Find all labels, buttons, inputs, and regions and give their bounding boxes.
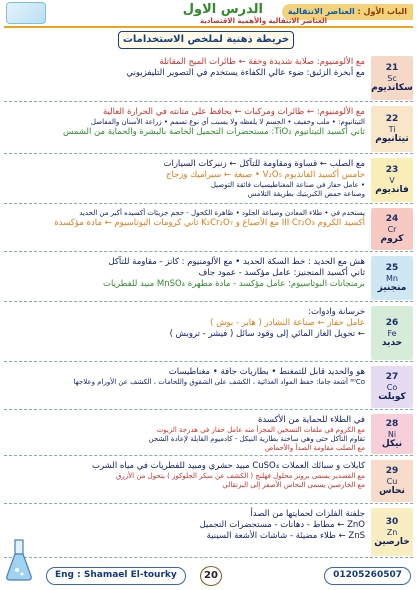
map-title: خريطة ذهنية لملخص الاستخدامات: [118, 31, 294, 49]
element-symbol: Mn: [386, 273, 398, 283]
use-line: هش مع الحديد : خط السكة الحديد • مع الألومنيوم : كانز - مقاومة للتآكل: [108, 257, 365, 267]
element-box: [371, 366, 413, 408]
element-name: تيتانيوم: [375, 133, 409, 144]
element-symbol: Cu: [386, 476, 398, 486]
use-line: مع القصدير يسمى برونز محلول فهلنج ( الكشف عن سكر الجلوكوز ) يتحول من الأزرق: [115, 472, 365, 480]
use-line: عامل حفاز ← صناعة النشادر ( هابر - بوش ): [210, 318, 365, 328]
chemistry-logo-icon: [6, 2, 46, 24]
element-uses: [8, 57, 365, 79]
element-symbol: Ni: [387, 429, 397, 439]
author-badge: Eng : Shamael El-tourky: [46, 567, 186, 585]
element-row: [4, 206, 413, 252]
chapter-tab: الباب الأول : العناصر الانتقالية: [282, 4, 413, 20]
element-uses: [8, 307, 365, 340]
element-row: [4, 156, 413, 204]
element-row: [4, 458, 413, 504]
use-line: ⁶⁰Co أشعة جاما: حفظ المواد الغذائية ، الكشف على الشقوق واللحامات ، الكشف عن الأورام وعلاجها: [73, 378, 365, 386]
element-uses: [8, 159, 365, 199]
element-box: [371, 460, 413, 502]
element-name: سكانديوم: [371, 82, 413, 93]
page-header: [4, 2, 413, 26]
use-line: وصناعة حمض الكبريتيك بطريقة التلامس: [247, 190, 365, 198]
use-line: ZnS ← طلاء مضيئة - شاشات الأشعة السينية: [206, 531, 365, 541]
element-name: منجنيز: [377, 282, 407, 293]
element-uses: [8, 509, 365, 542]
element-row: [4, 506, 413, 558]
phone-badge: 01205260507: [324, 567, 411, 585]
chapter-subtitle: العناصر الانتقالية: [287, 7, 355, 16]
element-name: نيكل: [381, 438, 403, 449]
element-box: [371, 414, 413, 454]
use-line: مع الألومنيوم: ← طائرات ومركبات ← يحافظ على متانته في الحرارة العالية: [102, 107, 365, 117]
use-line: مع الخارصين يسمى النحاس الأصفر إلى البرتقالي: [222, 481, 365, 489]
element-box: [371, 158, 413, 202]
element-symbol: Zn: [386, 527, 398, 537]
element-number: 26: [385, 317, 399, 328]
element-symbol: Ti: [388, 124, 396, 134]
lesson-subtitle: العناصر الانتقالية والأهمية الاقتصادية: [199, 17, 327, 25]
element-uses: [8, 461, 365, 490]
element-number: 25: [385, 262, 399, 273]
element-symbol: Fe: [387, 328, 397, 338]
element-box: [371, 306, 413, 360]
element-uses: [8, 107, 365, 138]
element-row: [4, 364, 413, 410]
use-line: ثاني أكسيد التيتانيوم TiO₂: مستحضرات التجميل الخاصة بالبشرة والحماية من الشمس: [63, 127, 365, 137]
element-number: 27: [385, 371, 399, 382]
use-line: خامس أكسيد الفانديوم V₂O₅ • صبغة ← سيراميك وزجاج: [165, 170, 365, 180]
element-name: فانديوم: [375, 184, 409, 195]
element-name: كوبلت: [378, 391, 406, 402]
use-line: في الطلاء للحماية من الأكسدة: [257, 415, 365, 425]
use-line: جلفنة الفلزات لحمايتها من الصدأ: [250, 509, 365, 519]
element-symbol: Cr: [387, 224, 397, 234]
element-row: [4, 412, 413, 456]
use-line: مع الصلب مقاومة الصدأ والأحماض: [264, 444, 365, 452]
element-number: 22: [385, 113, 399, 124]
chapter-label: الباب الأول: [363, 7, 407, 16]
element-uses: [8, 415, 365, 453]
use-line: ثاني أكسيد المنجنيز: عامل مؤكسد - عمود جاف: [198, 268, 365, 278]
element-uses: [8, 367, 365, 387]
page-footer: [4, 565, 413, 587]
use-line: مع الصلب ← قساوة ومقاومة للتآكل ← زنبركات السيارات: [163, 159, 365, 169]
use-line: ← تحويل الغاز المائي إلى وقود سائل ( فيشر - تروبش ): [169, 329, 365, 339]
use-line: هو والحديد قابل للتمغنط • بطاريات جافة • مغناطيسات: [168, 367, 365, 377]
element-box: [371, 56, 413, 100]
lesson-title: الدرس الاول: [182, 2, 263, 17]
element-number: 21: [385, 62, 399, 73]
element-number: 29: [385, 465, 399, 476]
use-line: يستخدم في • طلاء المعادن وصباغة الجلود • ظاهرة الكحول - حجم جزيئات أكسيده أكبر من الحديد: [79, 209, 365, 217]
use-line: خرسانة وادوات:: [308, 307, 365, 317]
element-box: [371, 208, 413, 250]
use-line: • عامل حفاز في صناعة المغناطيسيات فائقة التوصيل: [210, 181, 365, 189]
use-line: مع الكروم في ملفات التسخين المجزأ منه عامل حفاز في هدرجة الزيوت: [156, 426, 365, 434]
element-box: [371, 256, 413, 300]
element-name: كروم: [380, 233, 404, 244]
element-number: 23: [385, 164, 399, 175]
element-name: نحاس: [379, 485, 405, 496]
element-number: 24: [385, 213, 399, 224]
element-name: خارصين: [374, 536, 410, 547]
use-line: مع أبخرة الزئبق: ضوء عالي الكفاءة يستخدم في التصوير التليفزيوني: [126, 68, 365, 78]
element-symbol: V: [389, 175, 395, 185]
use-line: ZnO ← مطاط - دهانات - مستحضرات التجميل: [199, 520, 365, 530]
element-symbol: Sc: [387, 73, 397, 83]
element-number: 28: [385, 418, 399, 429]
header-divider: [4, 26, 413, 28]
use-line: التيتانيوم: • ملب وخفيف • الجسم لا يلفظه ولا يسبب أي نوع تسمم • زراعة الأسنان والمفاصل: [90, 118, 365, 126]
element-symbol: Co: [386, 382, 398, 392]
element-row: [4, 254, 413, 302]
use-line: تقاوم التآكل حتى وهي ساخنة بطارية النيكل - كادميوم القابلة لإعادة الشحن: [148, 435, 365, 443]
element-row: [4, 104, 413, 154]
element-box: [371, 508, 413, 556]
use-line: مع الألومنيوم: صلابة شديدة وخفة ← طائرات الميج المقاتلة: [159, 57, 365, 67]
element-row: [4, 54, 413, 102]
element-name: حديد: [381, 337, 403, 348]
element-uses: [8, 209, 365, 229]
page-number: 20: [200, 566, 222, 586]
element-number: 30: [385, 516, 399, 527]
use-line: برمنجانات البوتاسيوم: عامل مؤكسد - مادة مطهرة MnSO₄ مبيد للفطريات: [102, 279, 365, 289]
element-uses: [8, 257, 365, 290]
element-row: [4, 304, 413, 362]
use-line: كابلات و سبائك العملات CuSO₄ مبيد حشري ومبيد للفطريات في مياه الشرب: [91, 461, 365, 471]
element-box: [371, 106, 413, 152]
use-line: أكسيد الكروم III Cr₂O₃ مع الأصباغ و K₂Cr₂O₇ ثاني كرومات البوتاسيوم ← مادة مؤكسدة: [54, 218, 365, 228]
